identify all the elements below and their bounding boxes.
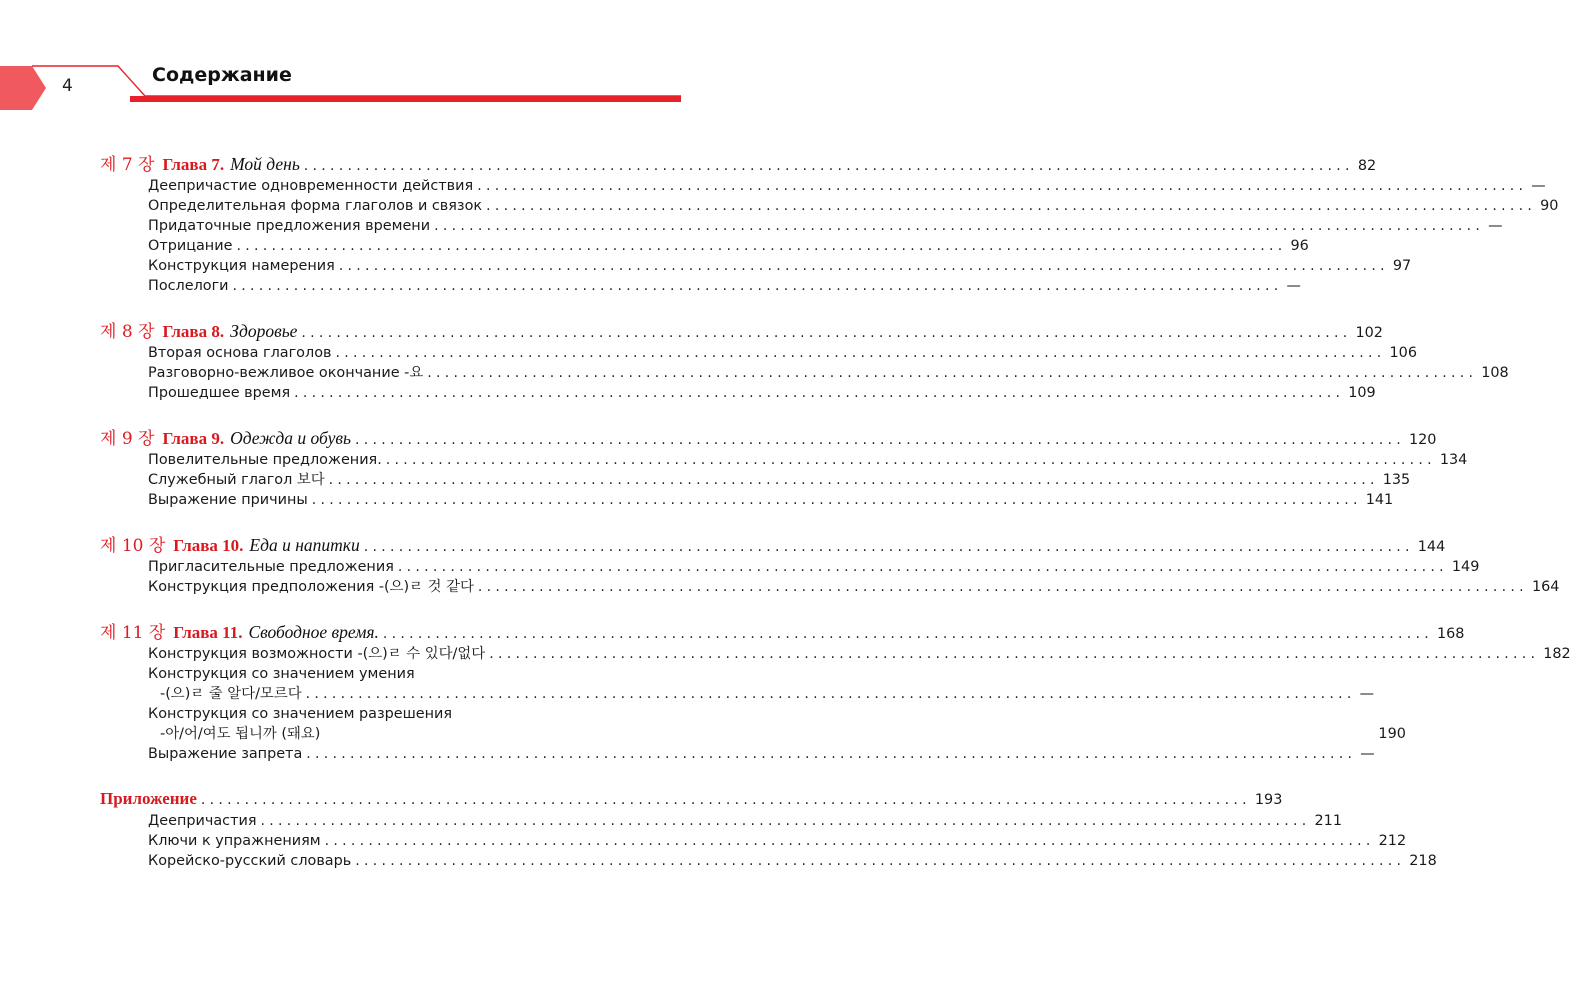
chapter-label: Глава 8. bbox=[162, 322, 225, 341]
entry-text: Определительная форма глаголов и связок bbox=[148, 198, 483, 214]
dot-leader: ........................................................................................................................ bbox=[427, 365, 1478, 381]
entry-text: Повелительные предложения. bbox=[148, 452, 382, 468]
page-ref: — bbox=[1286, 278, 1301, 294]
page-ref: 102 bbox=[1355, 325, 1383, 341]
chapter-7 bbox=[100, 152, 1559, 296]
dot-leader: ........................................................................................................................ bbox=[311, 492, 1362, 508]
toc-entry[interactable] bbox=[100, 256, 1412, 276]
header-rule-thick bbox=[130, 96, 681, 102]
toc-entry[interactable] bbox=[100, 363, 1509, 383]
entry-text: Ключи к упражнениям bbox=[148, 833, 321, 849]
entry-text: -(으)ㄹ 줄 알다/모르다 bbox=[160, 686, 302, 702]
dot-leader: ........................................................................................................................ bbox=[355, 853, 1406, 869]
dot-leader: ........................................................................................................................ bbox=[294, 385, 1345, 401]
page-ref: 190 bbox=[1378, 726, 1406, 742]
toc-entry[interactable] bbox=[100, 664, 616, 684]
chapter-label: Глава 11. bbox=[173, 623, 243, 642]
page-ref: 96 bbox=[1290, 238, 1309, 254]
page-title: Содержание bbox=[152, 64, 292, 86]
page-ref: 82 bbox=[1357, 158, 1377, 174]
entry-text: Конструкция предположения -(으)ㄹ 것 같다 bbox=[148, 579, 474, 595]
entry-text: Конструкция возможности -(으)ㄹ 수 있다/없다 bbox=[148, 646, 486, 662]
toc-entry-continuation[interactable] bbox=[100, 684, 1375, 704]
entry-text: Конструкция со значением умения bbox=[148, 666, 415, 682]
entry-text: Конструкция со значением разрешения bbox=[148, 706, 453, 722]
chapter-label: Глава 9. bbox=[162, 429, 225, 448]
dot-leader: ........................................................................................................................ bbox=[363, 539, 1414, 555]
chapter-title: Мой день bbox=[230, 154, 300, 174]
page-ref: 134 bbox=[1439, 452, 1468, 468]
appendix-heading[interactable] bbox=[100, 787, 1283, 811]
entry-text: Конструкция намерения bbox=[148, 258, 335, 274]
dot-leader: ........................................................................................................................ bbox=[324, 833, 1375, 849]
dot-leader: ........................................................................................................................ bbox=[434, 218, 1485, 234]
toc-entry[interactable] bbox=[100, 744, 1375, 764]
page-ref: 149 bbox=[1451, 559, 1480, 575]
toc-entry[interactable] bbox=[100, 811, 1342, 831]
page-ref: 135 bbox=[1382, 472, 1411, 488]
page-number: 4 bbox=[62, 76, 73, 96]
page-ref: 182 bbox=[1543, 646, 1571, 662]
dot-leader: ........................................................................................................................ bbox=[486, 198, 1537, 214]
page-ref: 212 bbox=[1378, 833, 1407, 849]
toc-entry[interactable] bbox=[100, 343, 1417, 363]
entry-text: -아/어/여도 됩니까 (돼요) bbox=[160, 726, 321, 742]
korean-chapter-label: 제 10 장 bbox=[100, 536, 166, 556]
toc-entry[interactable] bbox=[100, 450, 1468, 470]
korean-chapter-label: 제 8 장 bbox=[100, 322, 155, 342]
entry-text: Отрицание bbox=[148, 238, 233, 254]
entry-text: Послелоги bbox=[148, 278, 229, 294]
header-decoration bbox=[0, 0, 681, 110]
chapter-title: Свободное время. bbox=[248, 622, 379, 642]
toc-entry[interactable] bbox=[100, 196, 1559, 216]
page-ref: 168 bbox=[1436, 626, 1465, 642]
page-ref: 144 bbox=[1417, 539, 1446, 555]
korean-chapter-label: 제 11 장 bbox=[100, 623, 166, 643]
chapter-title: Еда и напитки bbox=[249, 535, 360, 555]
chapter-11 bbox=[100, 620, 1571, 764]
korean-chapter-label: 제 7 장 bbox=[100, 155, 155, 175]
dot-leader: ........................................................................................................................ bbox=[260, 813, 1311, 829]
dot-leader: ........................................................................................................................ bbox=[236, 238, 1287, 254]
chapter-heading[interactable] bbox=[100, 152, 1377, 176]
page-ref: 109 bbox=[1348, 385, 1376, 401]
toc-entry[interactable] bbox=[100, 490, 1394, 510]
dot-leader: ........................................................................................................................ bbox=[232, 278, 1283, 294]
dot-leader: ........................................................................................................................ bbox=[397, 559, 1448, 575]
page-ref: 97 bbox=[1392, 258, 1412, 274]
dot-leader: ........................................................................................................................ bbox=[477, 178, 1528, 194]
entry-text: Выражение причины bbox=[148, 492, 308, 508]
entry-text: Деепричастия bbox=[148, 813, 257, 829]
page-ref: 108 bbox=[1481, 365, 1509, 381]
page-ref: 211 bbox=[1314, 813, 1342, 829]
toc-entry[interactable] bbox=[100, 644, 1571, 664]
toc-entry-continuation[interactable] bbox=[100, 724, 1406, 744]
chapter-title: Одежда и обувь bbox=[230, 428, 351, 448]
page-ref: 120 bbox=[1408, 432, 1437, 448]
toc-entry[interactable] bbox=[100, 470, 1411, 490]
appendix-title: Приложение bbox=[100, 789, 197, 808]
chapter-label: Глава 10. bbox=[173, 536, 244, 555]
page-tab-shape bbox=[0, 66, 46, 110]
chapter-8 bbox=[100, 319, 1509, 403]
toc-entry[interactable] bbox=[100, 276, 1301, 296]
dot-leader: ........................................................................................................................ bbox=[382, 626, 1433, 642]
chapter-title: Здоровье bbox=[230, 321, 298, 341]
entry-text: Деепричастие одновременности действия bbox=[148, 178, 474, 194]
page-ref: 193 bbox=[1254, 792, 1283, 808]
dot-leader: ........................................................................................................................ bbox=[328, 472, 1379, 488]
page-ref: — bbox=[1531, 178, 1546, 194]
toc-entry[interactable] bbox=[100, 851, 1437, 871]
dot-leader: ........................................................................................................................ bbox=[301, 325, 1352, 341]
dot-leader: ........................................................................................................................ bbox=[385, 452, 1436, 468]
dot-leader: ........................................................................................................................ bbox=[305, 686, 1356, 702]
dot-leader: ........................................................................................................................ bbox=[354, 432, 1405, 448]
toc-entry[interactable] bbox=[100, 557, 1480, 577]
entry-text: Пригласительные предложения bbox=[148, 559, 394, 575]
toc-entry[interactable] bbox=[100, 704, 616, 724]
dot-leader: ........................................................................................................................ bbox=[200, 792, 1251, 808]
toc-entry[interactable] bbox=[100, 383, 1376, 403]
dot-leader: ........................................................................................................................ bbox=[303, 158, 1354, 174]
table-of-contents bbox=[100, 152, 1571, 871]
dot-leader: ........................................................................................................................ bbox=[489, 646, 1540, 662]
chapter-heading[interactable] bbox=[100, 620, 1465, 644]
entry-text: Корейско-русский словарь bbox=[148, 853, 352, 869]
dot-leader: ........................................................................................................................ bbox=[335, 345, 1386, 361]
dot-leader: ........................................................................................................................ bbox=[338, 258, 1389, 274]
page-ref: 218 bbox=[1409, 853, 1437, 869]
entry-text: Выражение запрета bbox=[148, 746, 303, 762]
chapter-heading[interactable] bbox=[100, 426, 1437, 450]
korean-chapter-label: 제 9 장 bbox=[100, 429, 155, 449]
page-ref: — bbox=[1359, 686, 1375, 702]
page-ref: — bbox=[1360, 746, 1375, 762]
page-ref: — bbox=[1488, 218, 1503, 234]
page-ref: 106 bbox=[1389, 345, 1417, 361]
toc-entry[interactable] bbox=[100, 577, 1560, 597]
entry-text: Придаточные предложения времени bbox=[148, 218, 431, 234]
toc-entry[interactable] bbox=[100, 831, 1407, 851]
entry-text: Прошедшее время bbox=[148, 385, 291, 401]
chapter-heading[interactable] bbox=[100, 533, 1446, 557]
entry-text: Вторая основа глаголов bbox=[148, 345, 332, 361]
chapter-9 bbox=[100, 426, 1468, 510]
entry-text: Разговорно-вежливое окончание -요 bbox=[148, 365, 424, 381]
header-rule-thin bbox=[32, 66, 681, 96]
page-header bbox=[0, 0, 681, 110]
page-ref: 141 bbox=[1365, 492, 1394, 508]
page-ref: 164 bbox=[1531, 579, 1560, 595]
chapter-label: Глава 7. bbox=[162, 155, 225, 174]
toc-entry[interactable] bbox=[100, 216, 1503, 236]
dot-leader: ........................................................................................................................ bbox=[306, 746, 1357, 762]
toc-entry[interactable] bbox=[100, 176, 1546, 196]
appendix bbox=[100, 787, 1437, 871]
toc-entry[interactable] bbox=[100, 236, 1309, 256]
chapter-10 bbox=[100, 533, 1560, 597]
chapter-heading[interactable] bbox=[100, 319, 1383, 343]
dot-leader: ........................................................................................................................ bbox=[477, 579, 1528, 595]
entry-text: Служебный глагол 보다 bbox=[148, 472, 325, 488]
page-ref: 90 bbox=[1540, 198, 1559, 214]
